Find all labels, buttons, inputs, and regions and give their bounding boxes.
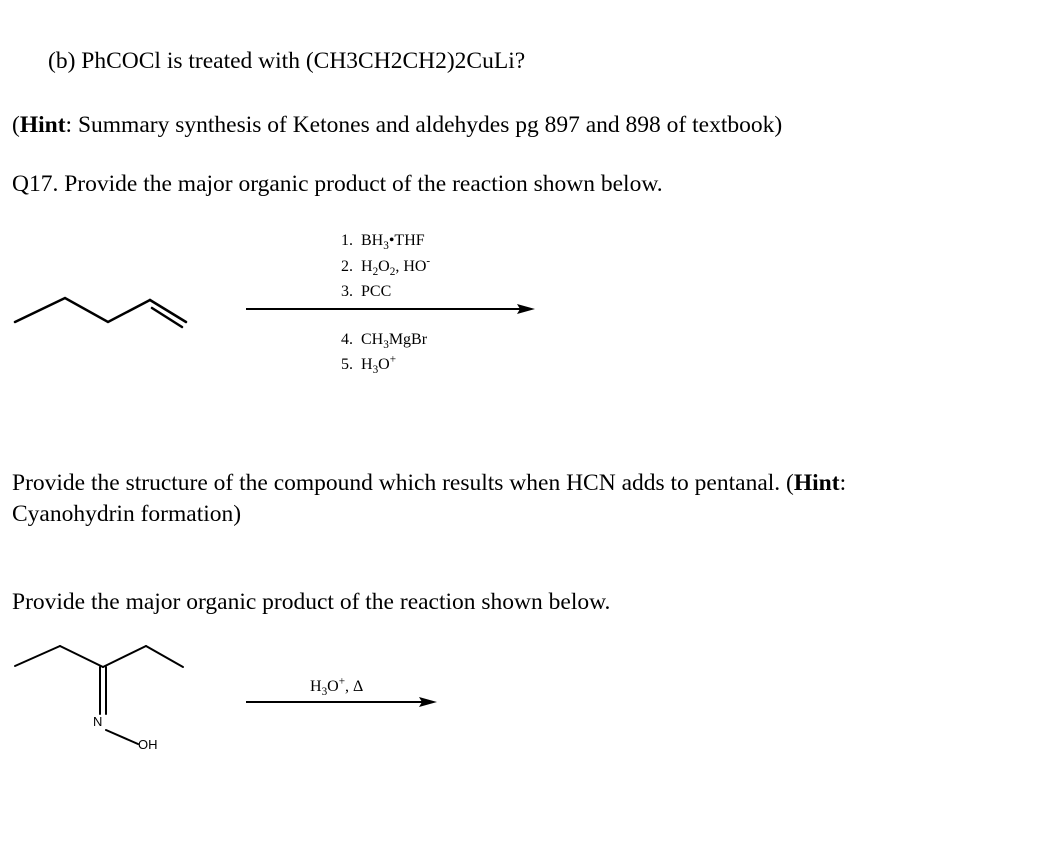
question-hcn-text: Provide the structure of the compound which results when HCN adds to pentanal. ( [12,470,794,496]
formula-sup: + [338,675,346,688]
oxime-bond-left-ethyl [15,646,60,666]
question-17-text: Q17. Provide the major organic product of the reaction shown below. [12,171,663,197]
formula-part: •THF [388,232,425,249]
oxime-bond-right-ethyl [146,646,183,667]
oxime-bond-left-c [60,646,103,667]
formula-sub: 2 [372,266,379,279]
question-hcn-hint-text: Cyanohydrin formation) [12,501,242,527]
formula-sub: 3 [383,240,389,253]
oxime-n-o-bond [106,730,138,744]
reaction-arrow-1 [246,304,535,314]
formula-part: PCC [361,283,392,300]
hint-label: Hint [19,112,66,138]
formula-part: BH [361,232,384,249]
formula-sub: 3 [383,339,389,352]
formula-part: , Δ [345,678,364,695]
formula-part: H [361,258,373,275]
hint-open-paren: ( [12,112,20,138]
formula-sub: 3 [372,364,379,377]
formula-sup: - [426,255,431,268]
formula-part: H [310,678,322,695]
question-oxime-text: Provide the major organic product of the reaction shown below. [12,589,611,615]
oxime-bond-right-c [103,646,146,667]
formula-sub: 3 [321,686,328,699]
step-num: 1. [341,232,353,249]
step-num: 5. [341,356,353,373]
formula-sup: + [389,353,397,366]
step-num: 4. [341,331,353,348]
alkene-chain [15,298,150,322]
formula-part: CH [361,331,384,348]
alkene-structure [15,298,186,327]
step-num: 2. [341,258,353,275]
formula-part: H [361,356,373,373]
hint-text: : Summary synthesis of Ketones and aldehydes pg 897 and 898 of textbook) [65,112,783,138]
formula-part: , HO [395,258,427,275]
atom-n-label: N [93,714,103,729]
reaction-arrow-2 [246,697,437,707]
atom-oh-label: OH [138,737,158,752]
formula-part: O [378,258,390,275]
step-num: 3. [341,283,353,300]
hint-colon: : [839,470,847,496]
formula-part: O [327,678,339,695]
formula-part: MgBr [388,331,428,348]
hint-label: Hint [793,470,840,496]
formula-sub: 2 [389,266,396,279]
formula-part: O [378,356,390,373]
question-b-text: (b) PhCOCl is treated with (CH3CH2CH2)2CuLi? [48,48,526,74]
oxime-structure [15,646,183,744]
